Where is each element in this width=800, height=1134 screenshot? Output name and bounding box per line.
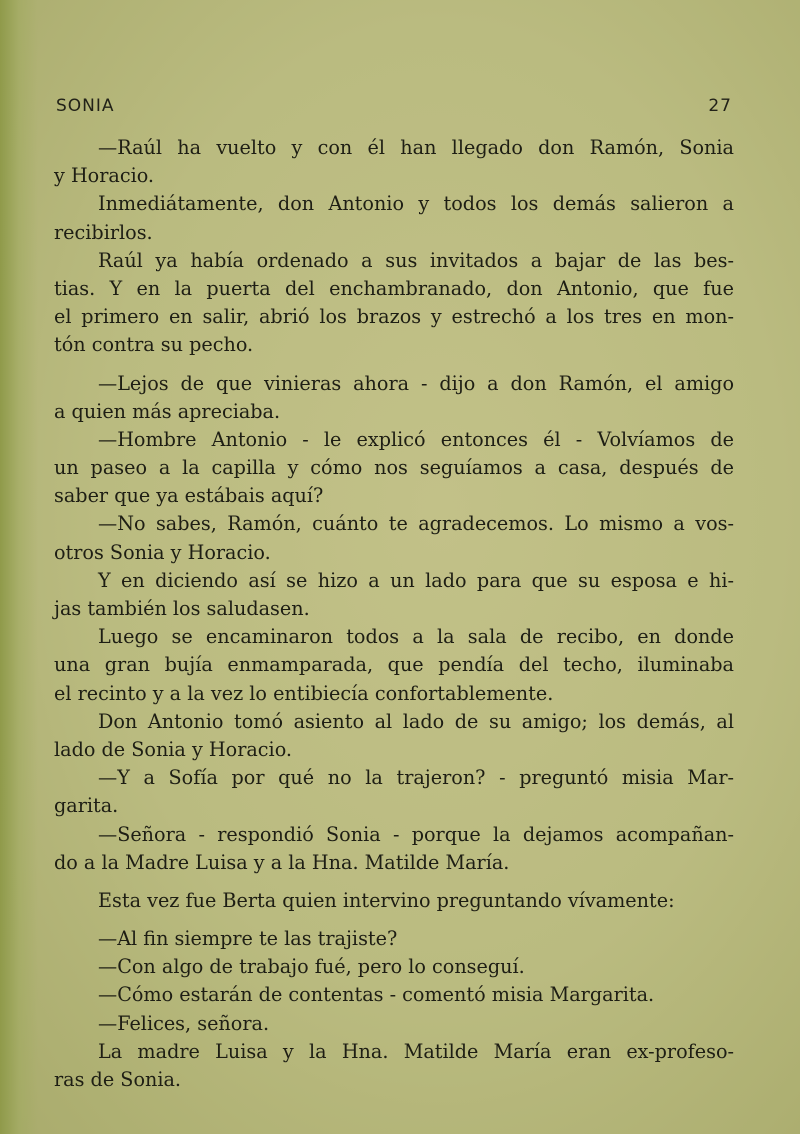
text-line: un paseo a la capilla y cómo nos seguíamos a casa, después de [54, 456, 734, 480]
text-line: Esta vez fue Berta quien intervino preguntando vívamente: [98, 888, 675, 912]
page-header [56, 96, 732, 120]
text-line: —No sabes, Ramón, cuánto te agradecemos. Lo mismo a vos- [98, 512, 734, 536]
text-line: —Señora - respondió Sonia - porque la dejamos acompañan- [98, 822, 734, 846]
text-line: Y en diciendo así se hizo a un lado para que su esposa e hi- [98, 568, 734, 592]
paragraph-gap [54, 360, 734, 370]
text-line: tias. Y en la puerta del enchambranado, don Antonio, que fue [54, 276, 734, 300]
text-line: tón contra su pecho. [54, 333, 254, 357]
text-line: y Horacio. [54, 164, 155, 188]
text-line: Raúl ya había ordenado a sus invitados a bajar de las bes- [98, 248, 734, 272]
text-line: —Raúl ha vuelto y con él han llegado don Ramón, Sonia [98, 136, 734, 159]
text-line: —Cómo estarán de contentas - comentó misia Margarita. [98, 983, 655, 1007]
text-line: jas también los saludasen. [54, 597, 310, 620]
text-line: una gran bujía enmamparada, que pendía del techo, iluminaba [54, 653, 734, 677]
text-line: Don Antonio tomó asiento al lado de su amigo; los demás, al [98, 709, 734, 733]
text-line: garita. [54, 794, 119, 818]
body-text [54, 134, 734, 1094]
text-line: —Hombre Antonio - le explicó entonces él - Volvíamos de [98, 427, 734, 451]
text-line: La madre Luisa y la Hna. Matilde María eran ex-profeso- [98, 1039, 734, 1063]
text-line: —Con algo de trabajo fué, pero lo conseguí. [98, 955, 525, 979]
text-line: —Lejos de que vinieras ahora - dijo a don Ramón, el amigo [98, 371, 734, 395]
running-head: SONIA [56, 96, 115, 116]
paragraph-gap [54, 915, 734, 925]
text-line: Inmediátamente, don Antonio y todos los demás salieron a [98, 192, 734, 216]
text-line: el recinto y a la vez lo entibiecía confortablemente. [54, 681, 554, 705]
page-edge-shadow [0, 0, 38, 1134]
text-line: lado de Sonia y Horacio. [54, 737, 293, 761]
text-line: ras de Sonia. [54, 1068, 182, 1091]
page-number: 27 [708, 96, 732, 116]
text-line: a quien más apreciaba. [54, 399, 281, 423]
text-line: —Felices, señora. [98, 1011, 270, 1035]
text-line: do a la Madre Luisa y a la Hna. Matilde María. [54, 850, 510, 874]
paragraph-gap [54, 877, 734, 887]
text-line: otros Sonia y Horacio. [54, 540, 271, 564]
text-line: recibirlos. [54, 220, 153, 244]
text-line: saber que ya estábais aquí? [54, 484, 324, 508]
text-line: el primero en salir, abrió los brazos y estrechó a los tres en mon- [54, 305, 734, 329]
text-line: —Al fin siempre te las trajiste? [98, 927, 398, 951]
text-line: —Y a Sofía por qué no la trajeron? - preguntó misia Mar- [98, 766, 734, 790]
text-line: Luego se encaminaron todos a la sala de recibo, en donde [98, 625, 734, 649]
